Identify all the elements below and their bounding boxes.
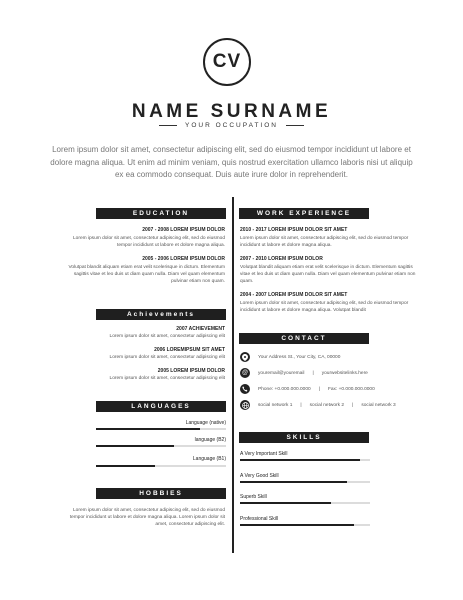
separator: | <box>352 402 354 408</box>
contact-header: CONTACT <box>239 333 369 344</box>
occupation-row <box>0 122 463 129</box>
education-item-1-heading: 2007 - 2008 LOREM IPSUM DOLOR <box>142 227 225 233</box>
separator: | <box>300 402 302 408</box>
hobbies-text: Lorem ipsum dolor sit amet, consectetur adipiscing elit, sed do eiusmod tempor incididunt ut labore et dolore magna aliqua. Lorem ipsum dolor sit amet, consectetur adipiscing elit. <box>69 508 225 527</box>
contact-social-row <box>240 400 396 410</box>
language-2-bar <box>96 445 226 447</box>
language-3-bar <box>96 465 226 467</box>
work-experience-header: WORK EXPERIENCE <box>239 208 369 219</box>
skills-header: SKILLS <box>239 432 369 443</box>
achievement-3-text: Lorem ipsum dolor sit amet, consectetur adipiscing elit <box>109 376 225 381</box>
skill-3-label: Superb Skill <box>240 494 267 500</box>
work-item-1-heading: 2010 - 2017 LOREM IPSUM DOLOR SIT AMET <box>240 227 348 233</box>
work-item-2-heading: 2007 - 2010 LOREM IPSUM DOLOR <box>240 256 323 262</box>
skill-3-fill <box>240 502 331 504</box>
skill-2-fill <box>240 481 347 483</box>
column-divider <box>232 197 234 553</box>
work-item-2-text: Volutpat blandit aliquam etiam erat velit scelerisque in dictum. Elementum sagittis vitae et leo duis ut diam quam nulla. Diam vel quam elementum pulvinar etiam non quam. <box>240 265 416 284</box>
education-item-2-heading: 2005 - 2006 LOREM IPSUM DOLOR <box>142 256 225 262</box>
contact-website[interactable]: yourwebsitelinks.here <box>321 370 368 376</box>
work-item-1-text: Lorem ipsum dolor sit amet, consectetur adipiscing elit, sed do eiusmod tempor incididunt ut labore et dolore magna aliqua. <box>240 236 409 248</box>
skill-4-fill <box>240 524 354 526</box>
achievement-1-heading: 2007 ACHIEVEMENT <box>176 326 225 332</box>
contact-email[interactable]: youremail@youremail <box>258 370 305 376</box>
contact-phone-row <box>240 384 375 394</box>
cv-logo: CV <box>203 38 251 86</box>
full-name: NAME SURNAME <box>131 101 332 122</box>
achievement-3-heading: 2005 LOREM IPSUM DOLOR <box>157 368 225 374</box>
occupation-line-left <box>159 125 177 127</box>
skill-4-label: Professional Skill <box>240 516 279 522</box>
education-header: EDUCATION <box>96 208 226 219</box>
social-network-2[interactable]: social network 2 <box>309 402 345 408</box>
at-sign-icon: @ <box>241 370 249 376</box>
contact-address: Your Address St., Your City, CA, 00000 <box>258 354 341 360</box>
skill-1-fill <box>240 459 360 461</box>
language-3-label: Language (B1) <box>192 456 226 462</box>
occupation-line-right <box>286 125 304 127</box>
achievement-1-text: Lorem ipsum dolor sit amet, consectetur adipiscing elit <box>109 334 225 339</box>
education-item-1-text: Lorem ipsum dolor sit amet, consectetur adipiscing elit, sed do eiusmod tempor incididunt ut labore et dolore magna aliqua. <box>73 236 225 248</box>
hobbies-header: HOBBIES <box>96 488 226 499</box>
social-network-1[interactable]: social network 1 <box>258 402 293 408</box>
achievement-2-text: Lorem ipsum dolor sit amet, consectetur adipiscing elit <box>109 355 225 360</box>
skill-2-label: A Very Good Skill <box>240 473 279 479</box>
location-pin-icon <box>240 352 250 362</box>
language-2-label: language (B2) <box>194 437 226 443</box>
language-1-bar <box>96 428 226 430</box>
skill-4-bar <box>240 524 370 526</box>
skill-2-bar <box>240 481 370 483</box>
languages-header: LANGUAGES <box>96 401 226 412</box>
separator: | <box>312 370 314 376</box>
contact-phone: Phone: +0.000.000.0000 <box>258 386 311 392</box>
language-2-fill <box>96 445 174 447</box>
work-item-3-heading: 2004 - 2007 LOREM IPSUM DOLOR SIT AMET <box>240 292 348 298</box>
skill-3-bar <box>240 502 370 504</box>
phone-icon <box>240 384 250 394</box>
occupation: YOUR OCCUPATION <box>185 122 278 129</box>
work-item-3-text: Lorem ipsum dolor sit amet, consectetur adipiscing elit, sed do eiusmod tempor incididunt ut labore et dolore magna aliqua. Volutpat blandit <box>240 301 409 313</box>
education-item-2-text: Volutpat blandit aliquam etiam erat velit scelerisque in dictum. Elementum sagittis vitae et leo duis ut diam quam nulla. Diam vel quam elementum pulvinar etiam non quam. <box>68 265 225 284</box>
separator: | <box>318 386 320 392</box>
language-3-fill <box>96 465 155 467</box>
achievements-header: Achievements <box>96 309 226 320</box>
language-1-label: Language (native) <box>185 420 226 426</box>
achievement-2-heading: 2006 LOREMIPSUM SIT AMET <box>154 347 225 353</box>
contact-email-row <box>240 368 368 378</box>
skill-1-bar <box>240 459 370 461</box>
contact-fax: Fax: +0.000.000.0000 <box>327 386 375 392</box>
social-network-3[interactable]: social network 3 <box>361 402 396 408</box>
intro-paragraph: Lorem ipsum dolor sit amet, consectetur adipiscing elit, sed do eiusmod tempor incididunt ut labore et dolore magna aliqua. Ut enim ad minim veniam, quis nostrud exercitation ullamco laboris nisi ut aliquip ex ea commodo consequat. Duis aute irure dolor in reprehenderit. <box>50 145 413 179</box>
skill-1-label: A Very Important Skill <box>240 451 288 457</box>
language-1-fill <box>96 428 200 430</box>
globe-icon <box>240 400 250 410</box>
contact-address-row <box>240 352 340 362</box>
